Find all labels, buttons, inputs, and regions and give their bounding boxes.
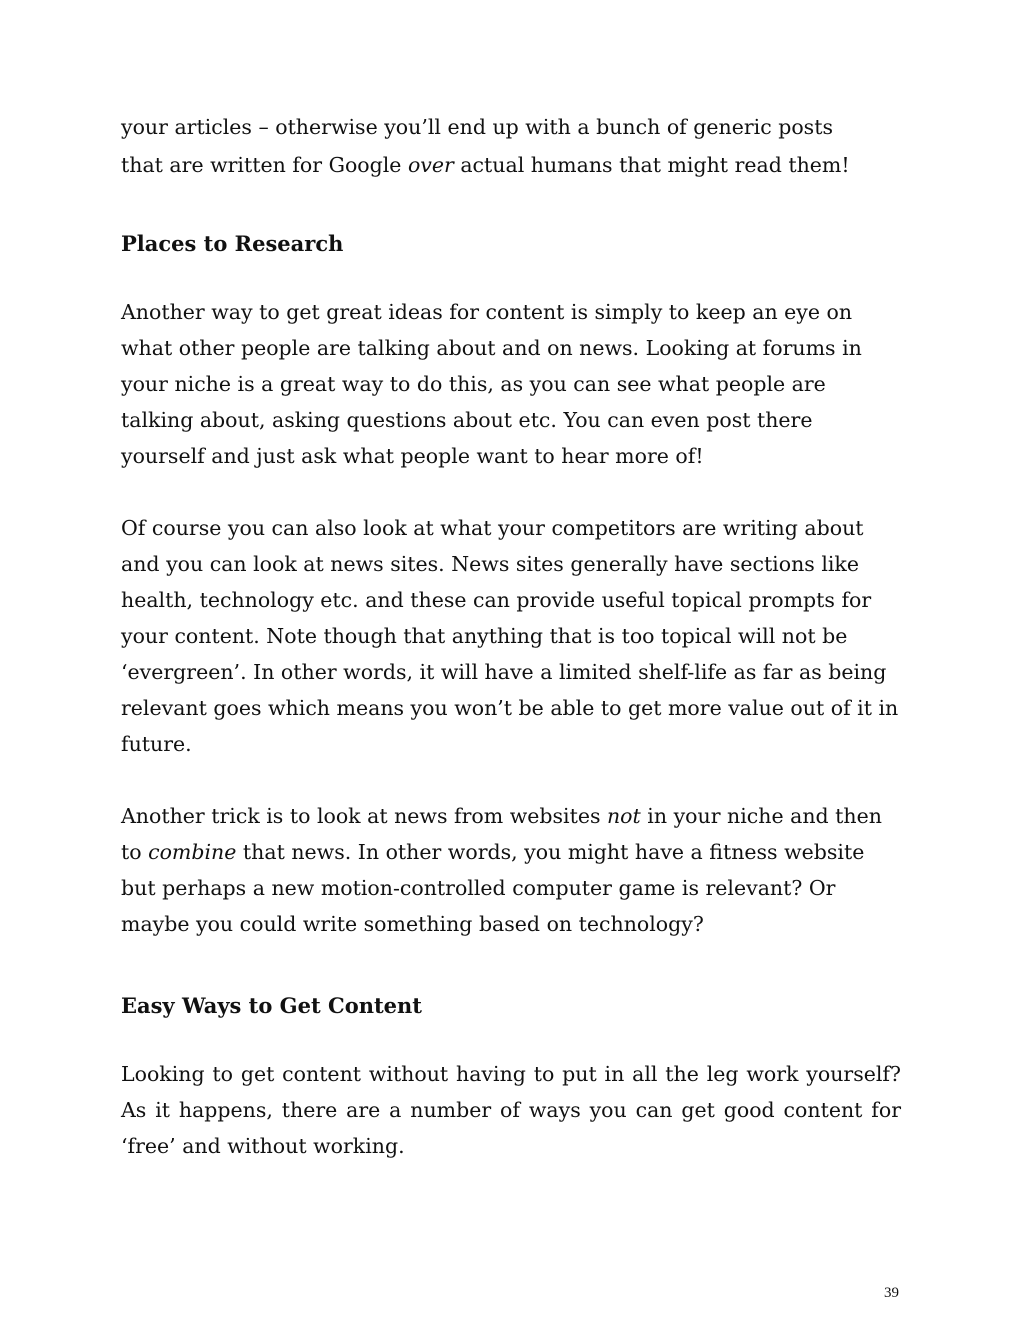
research-paragraph-1: Another way to get great ideas for content is simply to keep an eye on what other people are talking about and on news. Looking at forums in your niche is a great way to do this, as you can see what people are talking about, asking questions about etc. You can even post there yourself and just ask what people want to hear more of! — [121, 300, 862, 468]
emphasis-not: not — [606, 804, 641, 828]
emphasis-over: over — [407, 153, 454, 177]
continuation-line-2-start: that are written for Google — [121, 153, 408, 177]
continuation-line-2-end: actual humans that might read them! — [453, 153, 850, 177]
continuation-line-1: your articles – otherwise you’ll end up with a bunch of generic posts — [121, 115, 833, 139]
document-page — [121, 108, 901, 1164]
continuation-paragraph — [121, 108, 901, 184]
heading-easy-ways: Easy Ways to Get Content — [121, 993, 422, 1018]
research-3-part-2: in your niche and then to — [121, 804, 882, 864]
research-paragraph-2: Of course you can also look at what your competitors are writing about and you can look at news sites. News sites generally have sections like health, technology etc. and these can provide useful topical prompts for your content. Note though that anything that is too topical will not be ‘evergreen’. In other words, it will have a limited shelf-life as far as being relevant goes which means you won’t be able to get more value out of it in future. — [121, 516, 899, 756]
research-paragraph-3 — [121, 798, 901, 942]
heading-places-to-research: Places to Research — [121, 231, 344, 256]
content-paragraph-1: Looking to get content without having to put in all the leg work yourself? As it happens, there are a number of ways you can get good content for ‘free’ and without working. — [121, 1062, 901, 1158]
page-number: 39 — [884, 1285, 899, 1301]
research-3-part-3: that news. In other words, you might have a fitness website but perhaps a new motion-controlled computer game is relevant? Or maybe you could write something based on technology? — [121, 840, 865, 936]
emphasis-combine: combine — [148, 840, 237, 864]
research-3-part-1: Another trick is to look at news from websites — [121, 804, 607, 828]
